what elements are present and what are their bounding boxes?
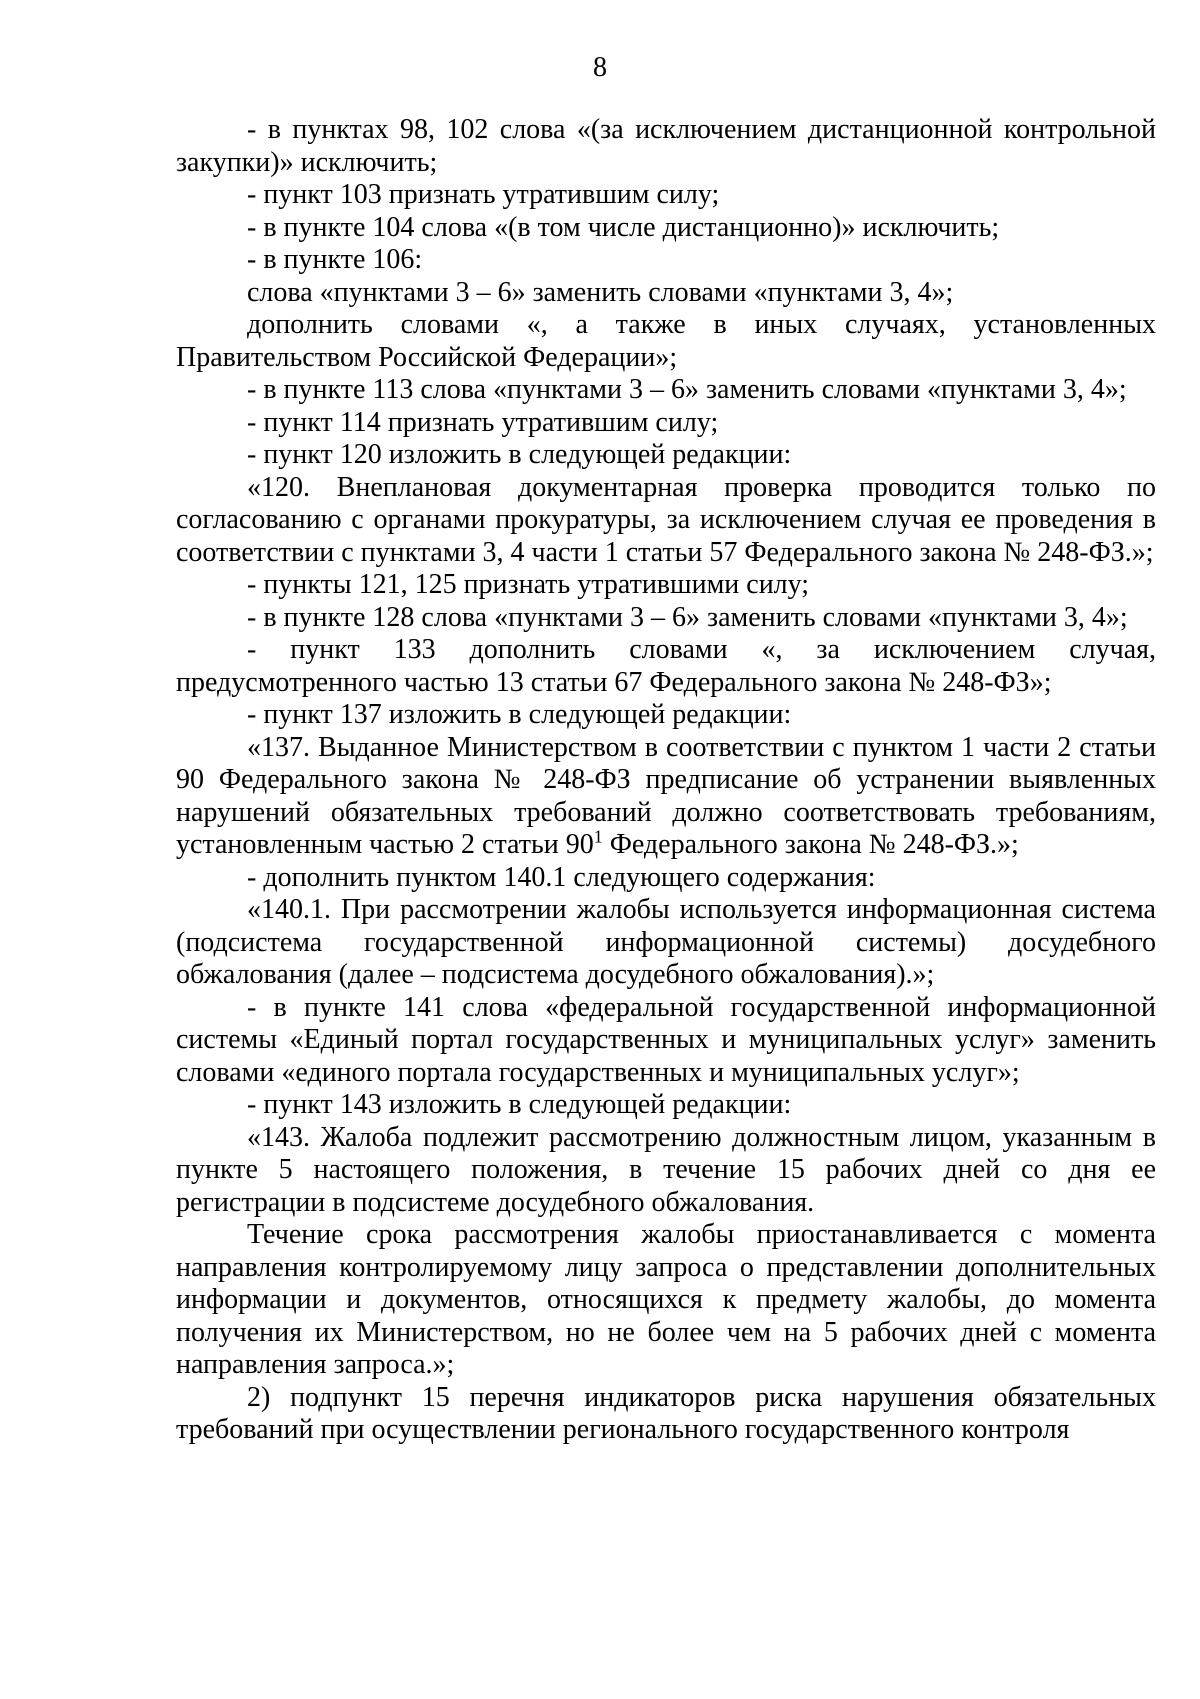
paragraph-137 bbox=[176, 732, 1156, 862]
paragraph: - пункт 120 изложить в следующей редакции: bbox=[247, 439, 792, 470]
paragraph: - пункт 133 дополнить словами «, за исключением случая, предусмотренного частью 13 статьи 67 Федерального закона № 248-ФЗ»; bbox=[176, 634, 1156, 698]
paragraph: «120. Внеплановая документарная проверка проводится только по согласованию с органами прокуратуры, за исключением случая ее проведения в соответствии с пунктами 3, 4 части 1 статьи 57 Федерального закона № 248-ФЗ.»; bbox=[176, 471, 1156, 568]
page-number: 8 bbox=[593, 52, 607, 83]
paragraph: - пункт 143 изложить в следующей редакции: bbox=[247, 1089, 792, 1120]
paragraph: - пункт 103 признать утратившим силу; bbox=[247, 179, 720, 210]
paragraph-137-text: «137. Выданное Министерством в соответствии с пунктом 1 части 2 статьи 90 Федерального закона № 248-ФЗ предписание об устранении выявленных нарушений обязательных требований должно соответствовать требованиям, установленным частью 2 статьи 90 bbox=[176, 731, 1156, 860]
paragraph: слова «пунктами 3 – 6» заменить словами «пунктами 3, 4»; bbox=[247, 276, 954, 308]
paragraph: - пункт 114 признать утратившим силу; bbox=[247, 406, 719, 438]
paragraph: «143. Жалоба подлежит рассмотрению должностным лицом, указанным в пункте 5 настоящего положения, в течение 15 рабочих дней со дня ее регистрации в подсистеме досудебного обжалования. bbox=[176, 1121, 1156, 1218]
paragraph: - в пункте 113 слова «пунктами 3 – 6» заменить словами «пунктами 3, 4»; bbox=[247, 374, 1127, 405]
paragraph: - в пункте 141 слова «федеральной государственной информационной системы «Единый портал государственных и муниципальных услуг» заменить словами «единого портала государственных и муниципальных услуг»; bbox=[176, 991, 1156, 1088]
paragraph: - в пункте 128 слова «пунктами 3 – 6» заменить словами «пунктами 3, 4»; bbox=[247, 601, 1128, 633]
superscript: 1 bbox=[593, 826, 603, 847]
paragraph: - дополнить пунктом 140.1 следующего содержания: bbox=[247, 861, 876, 893]
paragraph: - в пунктах 98, 102 слова «(за исключением дистанционной контрольной закупки)» исключить; bbox=[176, 114, 1156, 178]
paragraph: Течение срока рассмотрения жалобы приостанавливается с момента направления контролируемому лицу запроса о представлении дополнительных информации и документов, относящихся к предмету жалобы, до момента получения их Министерством, но не более чем на 5 рабочих дней с момента направления запроса.»; bbox=[176, 1219, 1156, 1380]
paragraph: - пункт 137 изложить в следующей редакции: bbox=[247, 699, 792, 730]
paragraph: - в пункте 104 слова «(в том числе дистанционно)» исключить; bbox=[247, 211, 1000, 243]
paragraph: - в пункте 106: bbox=[247, 244, 423, 275]
paragraph: 2) подпункт 15 перечня индикаторов риска нарушения обязательных требований при осуществлении регионального государственного контроля bbox=[176, 1381, 1156, 1445]
paragraph: дополнить словами «, а также в иных случаях, установленных Правительством Российской Федерации»; bbox=[176, 309, 1156, 373]
paragraph-137-tail: Федерального закона № 248-ФЗ.»; bbox=[602, 829, 1019, 860]
document-body bbox=[176, 114, 1156, 1447]
paragraph: «140.1. При рассмотрении жалобы используется информационная система (подсистема государственной информационной системы) досудебного обжалования (далее – подсистема досудебного обжалования).»; bbox=[176, 894, 1156, 990]
paragraph: - пункты 121, 125 признать утратившими силу; bbox=[247, 569, 810, 600]
